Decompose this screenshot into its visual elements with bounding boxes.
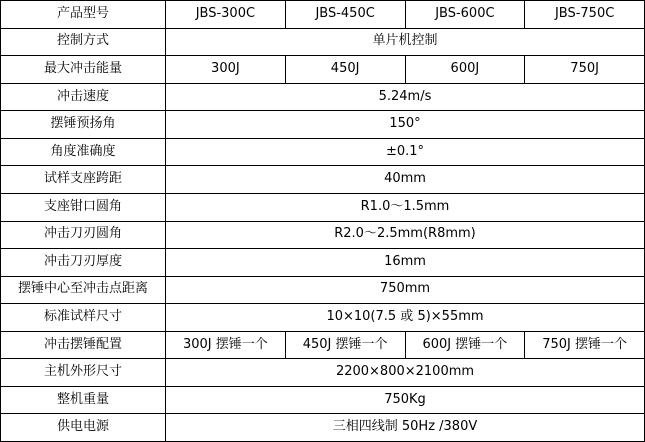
table-row	[1, 1, 645, 29]
row-value: 750J 摆锤一个	[525, 331, 645, 359]
row-value: 40mm	[166, 166, 645, 194]
row-value: 10×10(7.5 或 5)×55mm	[166, 304, 645, 332]
row-value: 16mm	[166, 249, 645, 277]
table-row	[1, 331, 645, 359]
row-value: 2200×800×2100mm	[166, 359, 645, 387]
table-row	[1, 28, 645, 56]
row-label: 支座钳口圆角	[1, 193, 166, 221]
row-value: 450J 摆锤一个	[285, 331, 405, 359]
row-value: ±0.1°	[166, 138, 645, 166]
table-row	[1, 276, 645, 304]
row-value: JBS-450C	[285, 1, 405, 29]
row-value: 600J	[405, 56, 525, 84]
row-value: JBS-750C	[525, 1, 645, 29]
row-value: 300J	[166, 56, 286, 84]
row-label: 主机外形尺寸	[1, 359, 166, 387]
row-value: R1.0～1.5mm	[166, 193, 645, 221]
row-label: 冲击速度	[1, 83, 166, 111]
table-row	[1, 386, 645, 414]
table-row	[1, 304, 645, 332]
row-label: 供电电源	[1, 414, 166, 442]
table-row	[1, 359, 645, 387]
row-value: R2.0～2.5mm(R8mm)	[166, 221, 645, 249]
table-row	[1, 56, 645, 84]
row-value: 450J	[285, 56, 405, 84]
table-row	[1, 166, 645, 194]
row-label: 摆锤预扬角	[1, 111, 166, 139]
row-value: 5.24m/s	[166, 83, 645, 111]
table-row	[1, 111, 645, 139]
row-label: 冲击刀刃圆角	[1, 221, 166, 249]
row-label: 最大冲击能量	[1, 56, 166, 84]
row-label: 试样支座跨距	[1, 166, 166, 194]
row-value: JBS-600C	[405, 1, 525, 29]
row-value: 750Kg	[166, 386, 645, 414]
table-row	[1, 193, 645, 221]
row-label: 产品型号	[1, 1, 166, 29]
row-value: 600J 摆锤一个	[405, 331, 525, 359]
table-row	[1, 249, 645, 277]
table-row	[1, 414, 645, 442]
row-label: 整机重量	[1, 386, 166, 414]
table-row	[1, 83, 645, 111]
row-label: 控制方式	[1, 28, 166, 56]
table-row	[1, 221, 645, 249]
row-label: 摆锤中心至冲击点距离	[1, 276, 166, 304]
table-row	[1, 138, 645, 166]
row-value: 300J 摆锤一个	[166, 331, 286, 359]
row-label: 冲击摆锤配置	[1, 331, 166, 359]
row-value: 三相四线制 50Hz /380V	[166, 414, 645, 442]
row-label: 冲击刀刃厚度	[1, 249, 166, 277]
row-value: 750mm	[166, 276, 645, 304]
table-body	[1, 1, 645, 442]
row-value: JBS-300C	[166, 1, 286, 29]
row-label: 角度准确度	[1, 138, 166, 166]
row-value: 单片机控制	[166, 28, 645, 56]
row-value: 150°	[166, 111, 645, 139]
row-label: 标准试样尺寸	[1, 304, 166, 332]
row-value: 750J	[525, 56, 645, 84]
